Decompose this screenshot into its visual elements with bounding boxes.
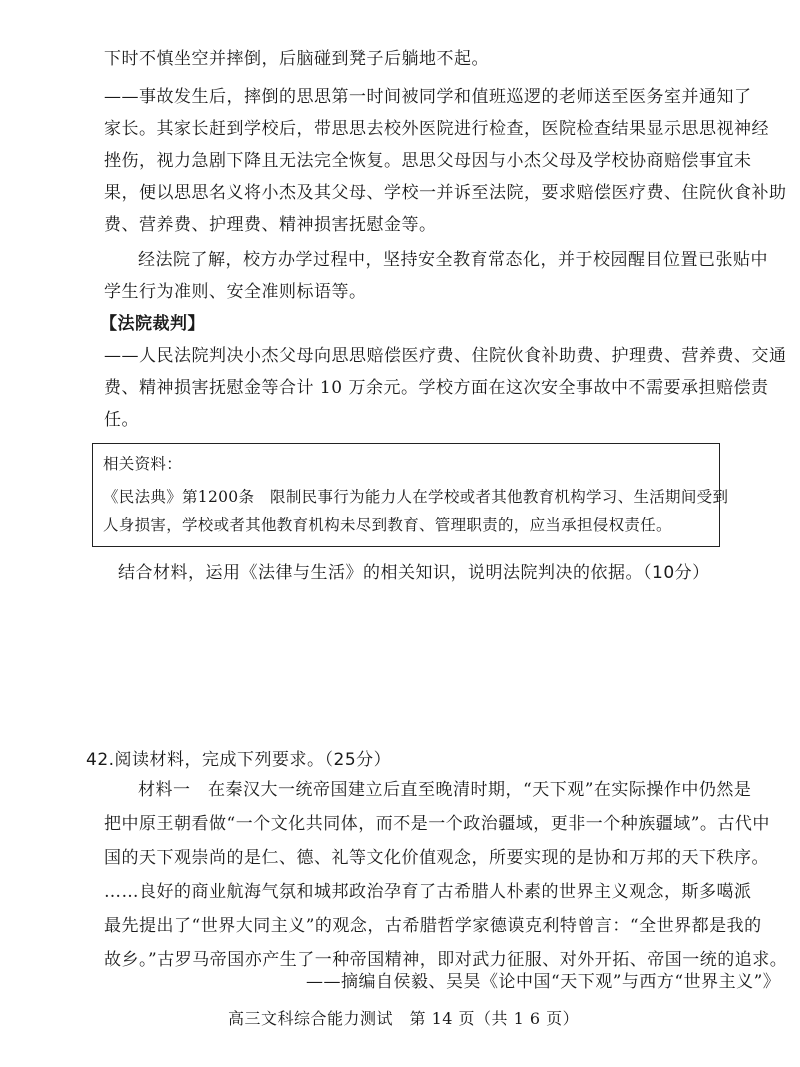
text-line: 故乡。”古罗马帝国亦产生了一种帝国精神，即对武力征服、对外开拓、帝国一统的追求。 [104,950,788,970]
text-line: 学生行为准则、安全准则标语等。 [104,282,367,302]
reference-line: 《民法典》第1200条 限制民事行为能力人在学校或者其他教育机构学习、生活期间受到 [103,488,729,506]
text-line: 任。 [104,410,139,430]
text-line: 材料一 在秦汉大一统帝国建立后直至晚清时期，“天下观”在实际操作中仍然是 [138,780,752,800]
reference-box [92,443,729,547]
case-paragraph-1-end: 下时不慎坐空并摔倒，后脑碰到凳子后躺地不起。 [104,49,489,69]
text-line: 挫伤，视力急剧下降且无法完全恢复。思思父母因与小杰父母及学校协商赔偿事宜未 [104,151,752,171]
text-line: 费、营养费、护理费、精神损害抚慰金等。 [104,215,437,235]
text-line: ——事故发生后，摔倒的思思第一时间被同学和值班巡逻的老师送至医务室并通知了 [104,87,752,107]
text-line: 国的天下观崇尚的是仁、德、礼等文化价值观念，所要实现的是协和万邦的天下秩序。 [104,848,769,868]
question-42-stem: 42.阅读材料，完成下列要求。（25分） [86,750,392,770]
text-line: 把中原王朝看做“一个文化共同体，而不是一个政治疆域，更非一个种族疆域”。古代中 [104,814,770,834]
text-line: 费、精神损害抚慰金等合计 10 万余元。学校方面在这次安全事故中不需要承担赔偿责 [104,378,769,398]
text-line: ……良好的商业航海气氛和城邦政治孕育了古希腊人朴素的世界主义观念，斯多噶派 [104,882,752,902]
reference-title: 相关资料： [103,455,183,473]
verdict-heading: 【法院裁判】 [100,314,205,334]
reference-line: 人身损害，学校或者其他教育机构未尽到教育、管理职责的，应当承担侵权责任。 [103,516,672,534]
page-footer: 高三文科综合能力测试 第 14 页（共 1 6 页） [228,1009,580,1028]
material-source: ——摘编自侯毅、吴昊《论中国“天下观”与西方“世界主义”》 [306,972,781,992]
text-line: 家长。其家长赶到学校后，带思思去校外医院进行检查，医院检查结果显示思思视神经 [104,119,769,139]
text-line: ——人民法院判决小杰父母向思思赔偿医疗费、住院伙食补助费、护理费、营养费、交通 [104,346,787,366]
text-line: 经法院了解，校方办学过程中，坚持安全教育常态化，并于校园醒目位置已张贴中 [138,250,768,270]
question-41-prompt: 结合材料，运用《法律与生活》的相关知识，说明法院判决的依据。（10分） [118,563,710,583]
text-line: 果，便以思思名义将小杰及其父母、学校一并诉至法院，要求赔偿医疗费、住院伙食补助 [104,183,787,203]
text-line: 最先提出了“世界大同主义”的观念，古希腊哲学家德谟克利特曾言：“全世界都是我的 [104,916,762,936]
